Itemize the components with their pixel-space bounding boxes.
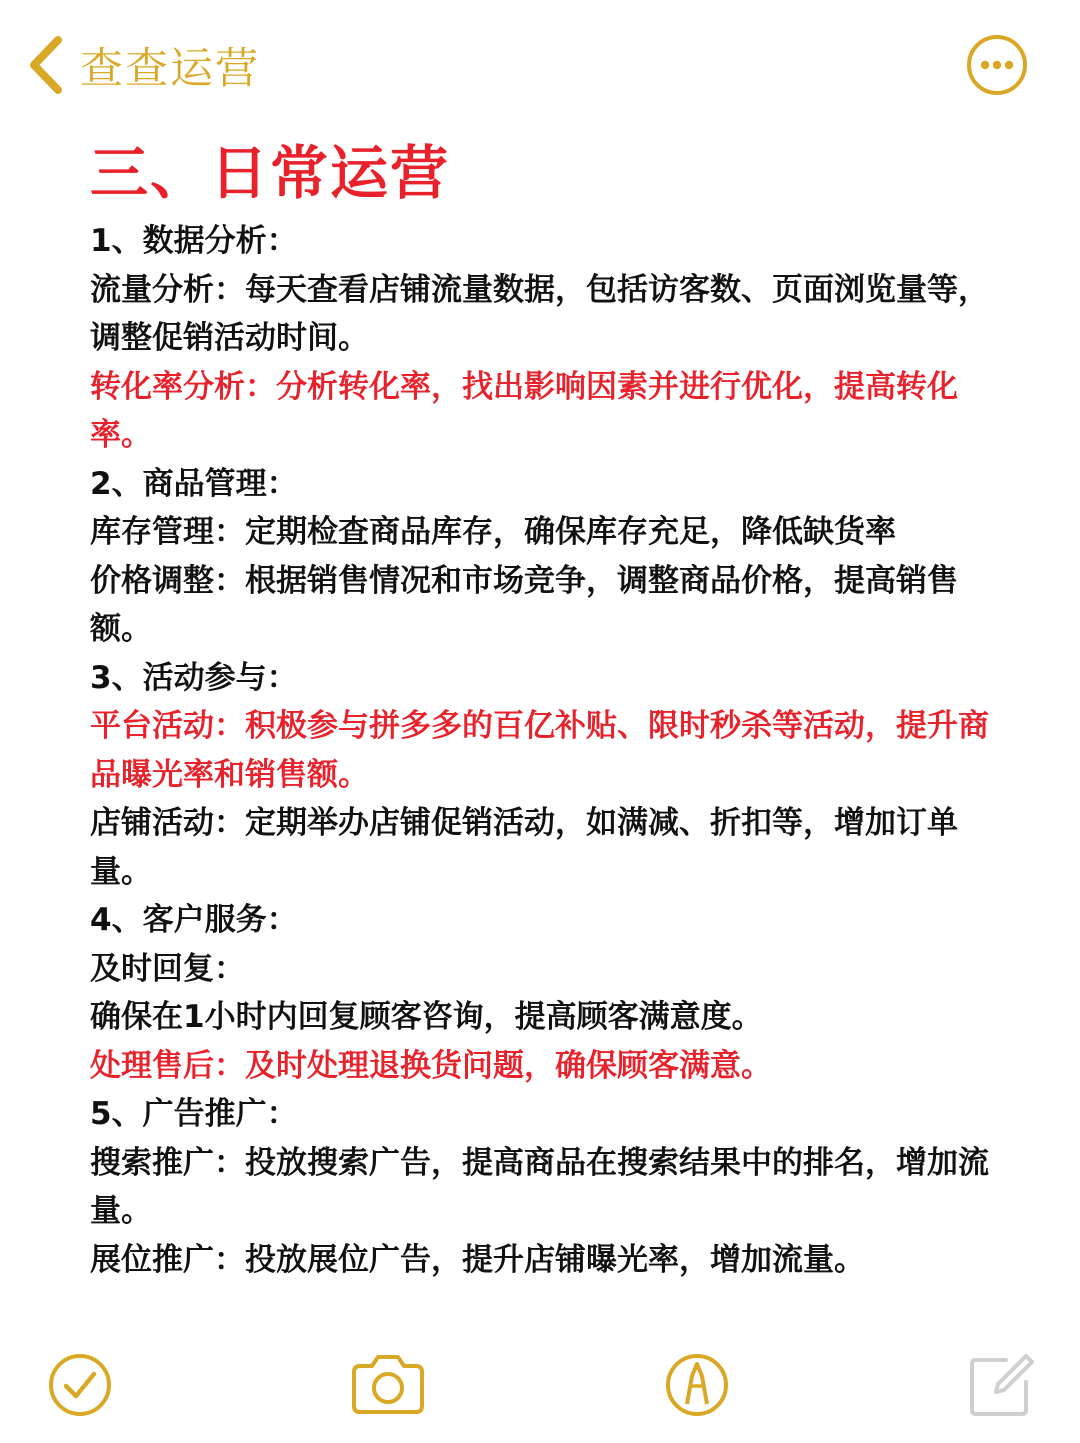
note-paragraph-highlight: 处理售后：及时处理退换货问题，确保顾客满意。 [90,1047,772,1084]
note-paragraph-highlight: 平台活动：积极参与拼多多的百亿补贴、限时秒杀等活动，提升商品曝光率和销售额。 [90,708,989,793]
note-paragraph: 库存管理：定期检查商品库存，确保库存充足，降低缺货率 [90,514,896,550]
checklist-button[interactable] [45,1350,115,1420]
camera-icon [348,1350,428,1420]
note-paragraph: 流量分析：每天查看店铺流量数据，包括访客数、页面浏览量等，调整促销活动时间。 [90,271,989,356]
compose-button[interactable] [966,1350,1036,1420]
note-paragraph: 展位推广：投放展位广告，提升店铺曝光率，增加流量。 [90,1241,865,1278]
ellipsis-circle-icon [965,82,1029,101]
section-heading: 2、商品管理： [90,465,298,502]
note-lines [90,217,990,1284]
note-paragraph: 及时回复： [90,950,245,987]
page-title: 三、日常运营 [90,139,451,207]
section-heading: 1、数据分析： [90,223,298,259]
note-body[interactable] [90,135,990,1284]
top-bar [0,0,1080,130]
note-paragraph: 价格调整：根据销售情况和市场竞争，调整商品价格，提高销售额。 [90,562,958,647]
note-paragraph: 确保在1小时内回复顾客咨询，提高顾客满意度。 [90,999,763,1035]
more-options-button[interactable] [965,33,1029,97]
note-paragraph: 店铺活动：定期举办店铺促销活动，如满减、折扣等，增加订单量。 [90,805,958,890]
checkmark-circle-icon [45,1350,115,1420]
back-label: 查查运营 [80,43,260,94]
section-heading: 5、广告推广： [90,1096,298,1132]
pen-markup-icon [662,1350,732,1420]
compose-icon [966,1350,1036,1420]
section-heading: 4、客户服务： [90,902,298,938]
markup-button[interactable] [662,1350,732,1420]
camera-button[interactable] [348,1350,428,1420]
section-heading: 3、活动参与： [90,659,298,696]
note-paragraph-highlight: 转化率分析：分析转化率，找出影响因素并进行优化，提高转化率。 [90,368,958,453]
chevron-left-icon [26,34,66,96]
note-paragraph: 搜索推广：投放搜索广告，提高商品在搜索结果中的排名，增加流量。 [90,1144,989,1229]
bottom-toolbar [0,1340,1080,1430]
back-button[interactable] [26,30,260,100]
